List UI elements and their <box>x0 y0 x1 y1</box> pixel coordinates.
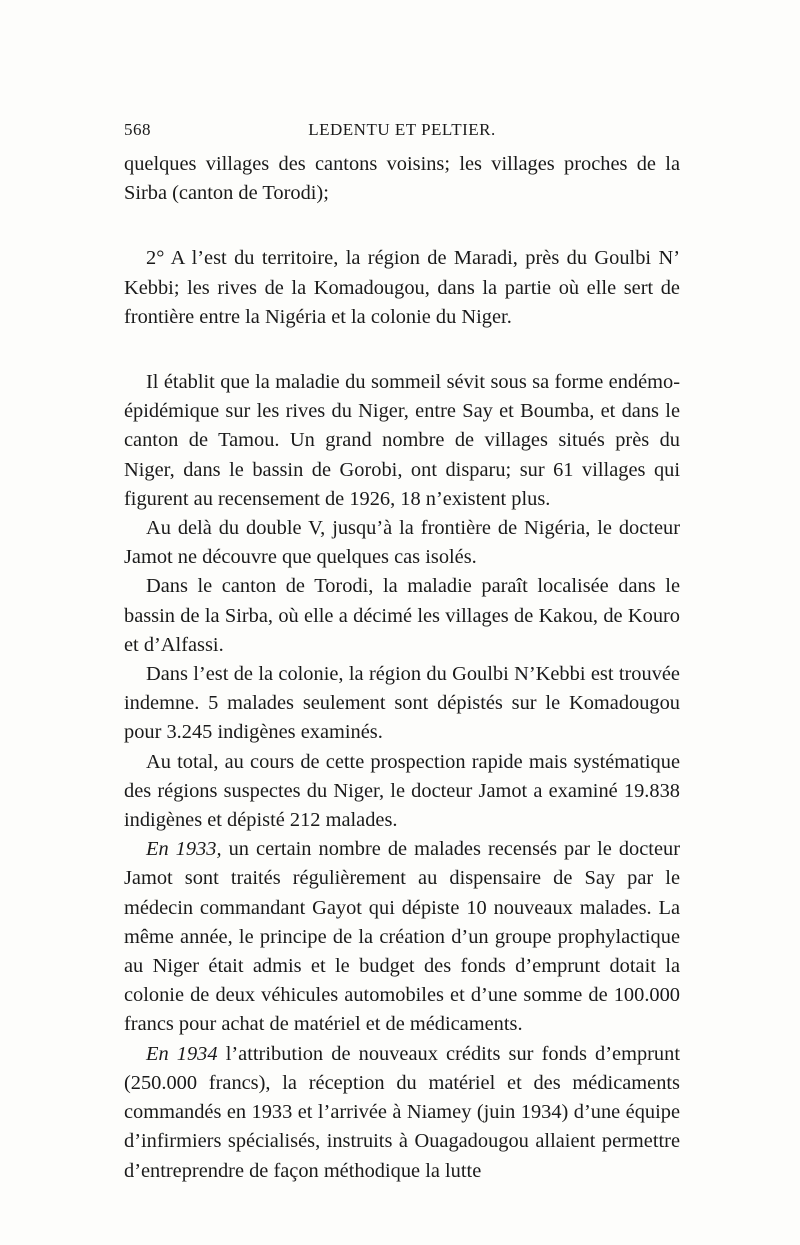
paragraph-sleeping-sickness: Il établit que la maladie du sommeil sévit sous sa forme endémo-épidémique sur les rives du Niger, entre Say et Boumba, et dans le canton de Tamou. Un grand nombre de villages situés près du Niger, dans le bassin de Gorobi, ont disparu; sur 61 villages qui figurent au recensement de 1926, 18 n’existent plus. <box>124 371 680 510</box>
paragraph-1933 <box>124 835 680 1039</box>
paragraph-continuation: quelques villages des cantons voisins; les villages proches de la Sirba (canton de Torodi); <box>124 153 680 205</box>
paragraph-east-colony: Dans l’est de la colonie, la région du Goulbi N’Kebbi est trouvée indemne. 5 malades seulement sont dépistés sur le Komadougou pour 3.245 indigènes examinés. <box>124 663 680 744</box>
year-1933-label: En 1933, <box>146 838 222 861</box>
body-text <box>124 150 680 1186</box>
page-header <box>124 120 680 144</box>
paragraph-double-v: Au delà du double V, jusqu’à la frontière de Nigéria, le docteur Jamot ne découvre que quelques cas isolés. <box>124 517 680 569</box>
paragraph-east-territory: 2° A l’est du territoire, la région de Maradi, près du Goulbi N’ Kebbi; les rives de la Komadougou, dans la partie où elle sert de frontière entre la Nigéria et la colonie du Niger. <box>124 247 680 328</box>
paragraph-1934 <box>124 1040 680 1186</box>
running-title: LEDENTU ET PELTIER. <box>308 120 496 139</box>
paragraph-1934-text: l’attribution de nouveaux crédits sur fonds d’emprunt (250.000 francs), la réception du matériel et des médicaments commandés en 1933 et l’arrivée à Niamey (juin 1934) d’une équipe d’infirmiers spécialisés, instruits à Ouagadougou allaient permettre d’entreprendre de façon méthodique la lutte <box>124 1042 680 1182</box>
year-1934-label: En 1934 <box>146 1042 218 1065</box>
page-number: 568 <box>124 120 151 139</box>
paragraph-torodi: Dans le canton de Torodi, la maladie paraît localisée dans le bassin de la Sirba, où elle a décimé les villages de Kakou, de Kouro et d’Alfassi. <box>124 575 680 656</box>
paragraph-total: Au total, au cours de cette prospection rapide mais systématique des régions suspectes du Niger, le docteur Jamot a examiné 19.838 indigènes et dépisté 212 malades. <box>124 750 680 832</box>
paragraph-1933-text: un certain nombre de malades recensés par le docteur Jamot sont traités régulièrement au dispensaire de Say par le médecin commandant Gayot qui dépiste 10 nouveaux malades. La même année, le principe de la création d’un groupe prophylactique au Niger était admis et le budget des fonds d’emprunt dotait la colonie de deux véhicules automobiles et d’une somme de 100.000 francs pour achat de matériel et de médicaments. <box>124 838 680 1036</box>
